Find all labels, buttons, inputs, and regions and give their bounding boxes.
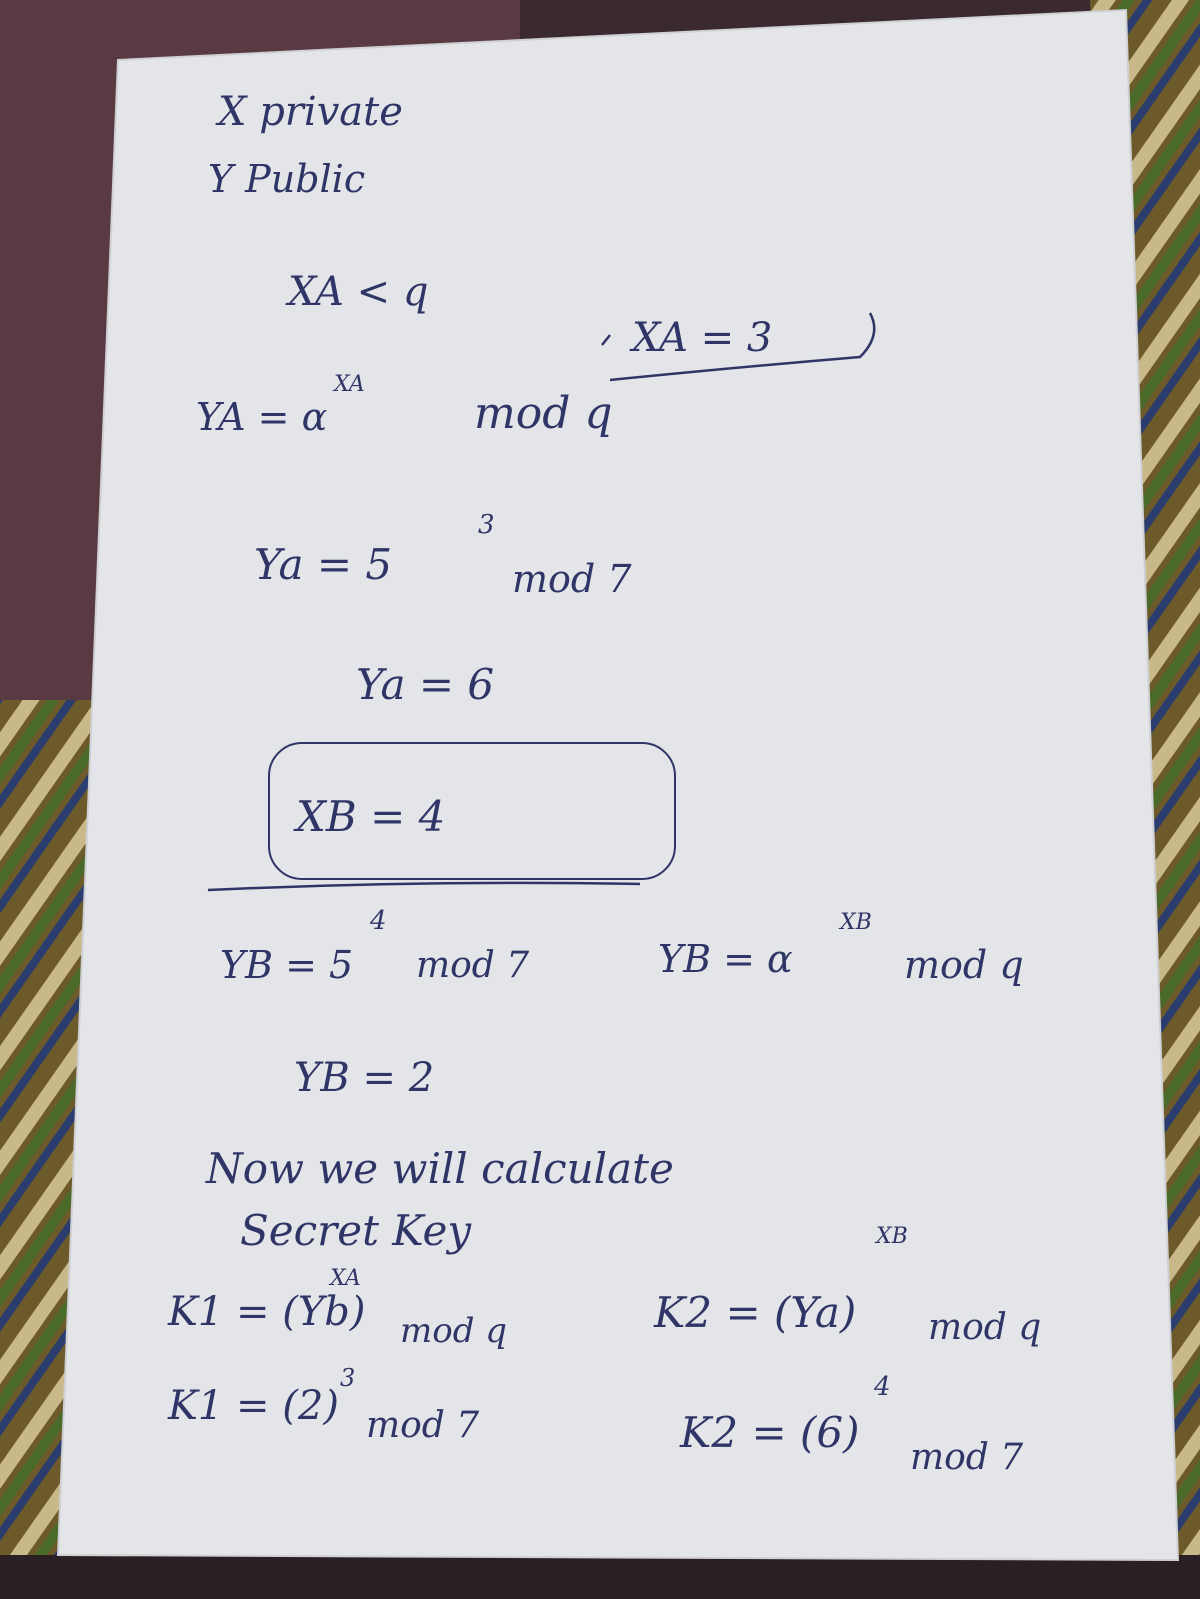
note-now-calculate: Now we will calculate	[206, 1144, 674, 1193]
note-xa-equals-3: XA = 3	[632, 315, 773, 361]
calc-k1-mod: mod 7	[366, 1405, 480, 1446]
formula-k1-exponent: XA	[330, 1266, 361, 1291]
calc-k2-mod: mod 7	[910, 1437, 1024, 1478]
calc-k2-main: K2 = (6)	[680, 1408, 860, 1457]
calc-ya-exponent: 3	[478, 510, 495, 540]
note-x-private: X private	[218, 89, 403, 135]
result-yb: YB = 2	[294, 1055, 435, 1101]
formula-yb-exponent: XB	[840, 910, 872, 935]
formula-yb-main: YB = α	[658, 937, 793, 981]
calc-k1-main: K1 = (2)	[168, 1383, 339, 1429]
calc-ya-mod: mod 7	[512, 557, 632, 601]
note-xa-less-q: XA < q	[288, 269, 429, 315]
formula-k1-main: K1 = (Yb)	[168, 1289, 366, 1335]
calc-k1-exponent: 3	[340, 1364, 356, 1392]
calc-yb-exponent: 4	[370, 906, 387, 936]
calc-yb-mod: mod 7	[416, 945, 530, 986]
note-y-public: Y Public	[208, 157, 366, 201]
xb-underline	[200, 870, 660, 900]
formula-k2-exponent: XB	[876, 1224, 908, 1249]
formula-ya-mod: mod q	[474, 388, 613, 439]
formula-yb-mod: mod q	[904, 943, 1024, 987]
formula-ya-exponent: XA	[334, 372, 365, 397]
formula-k2-mod: mod q	[928, 1307, 1042, 1348]
note-secret-key: Secret Key	[240, 1206, 472, 1255]
calc-yb-main: YB = 5	[220, 943, 354, 987]
formula-k2-main: K2 = (Ya)	[654, 1288, 857, 1337]
result-ya: Ya = 6	[356, 660, 495, 709]
formula-ya-main: YA = α	[196, 395, 328, 439]
formula-k1-mod: mod q	[400, 1311, 508, 1351]
calc-k2-exponent: 4	[874, 1372, 891, 1402]
note-xb-equals-4: XB = 4	[296, 792, 446, 841]
calc-ya-main: Ya = 5	[254, 540, 393, 589]
